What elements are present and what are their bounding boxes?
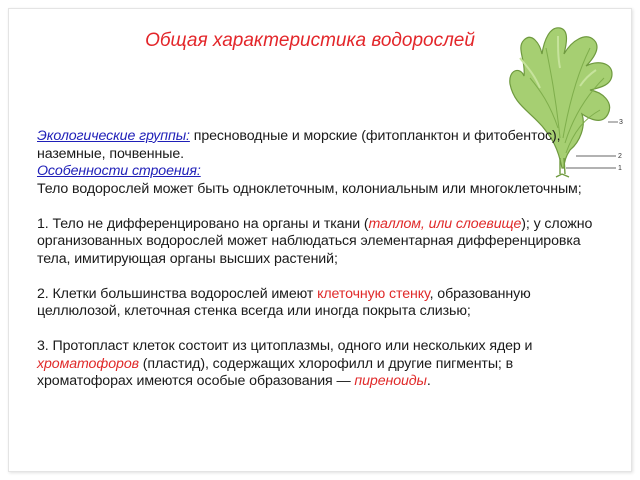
figure-label-1: 1 [618, 165, 622, 172]
point-1-start: 1. Тело не дифференцировано на органы и ткани ( [37, 215, 369, 232]
structure-label: Особенности строения: [37, 163, 201, 179]
point-2-term: клеточную стенку [317, 285, 430, 302]
point-1-end: ); у сложно организованных водорослей может наблюдаться элементарная дифференцировка тела, имитирующая органы высших растений; [37, 215, 593, 267]
structure-heading [37, 163, 597, 181]
point-3-middle: (пластид), содержащих хлорофилл и другие пигменты; в хроматофорах имеются особые образования — [37, 355, 514, 389]
structure-text: Тело водорослей может быть одноклеточным, колониальным или многоклеточным; [37, 180, 582, 197]
point-3-end: . [426, 373, 431, 389]
ecological-groups [37, 128, 597, 163]
point-2 [37, 286, 597, 321]
figure-label-2: 2 [618, 153, 622, 160]
slide-title: Общая характеристика водорослей [145, 30, 475, 51]
figure-label-3: 3 [619, 119, 623, 126]
point-3-term-1: хроматофоров [37, 355, 139, 372]
point-2-start: 2. Клетки большинства водорослей имеют [37, 285, 318, 302]
point-2-end: , образованную целлюлозой, клеточная стенка всегда или иногда покрыта слизью; [37, 285, 531, 319]
ecological-groups-text: пресноводные и морские (фитопланктон и фитобентос), наземные, почвенные. [37, 128, 561, 162]
slide-body [37, 128, 597, 391]
point-3-term-2: пиреноиды [354, 373, 427, 389]
point-1 [37, 216, 597, 269]
point-3 [37, 338, 597, 391]
point-1-term: таллом, или слоевище [368, 215, 522, 232]
point-3-start: 3. Протопласт клеток состоит из цитоплазмы, одного или нескольких ядер и [37, 338, 533, 354]
ecological-groups-label: Экологические группы: [37, 128, 190, 144]
